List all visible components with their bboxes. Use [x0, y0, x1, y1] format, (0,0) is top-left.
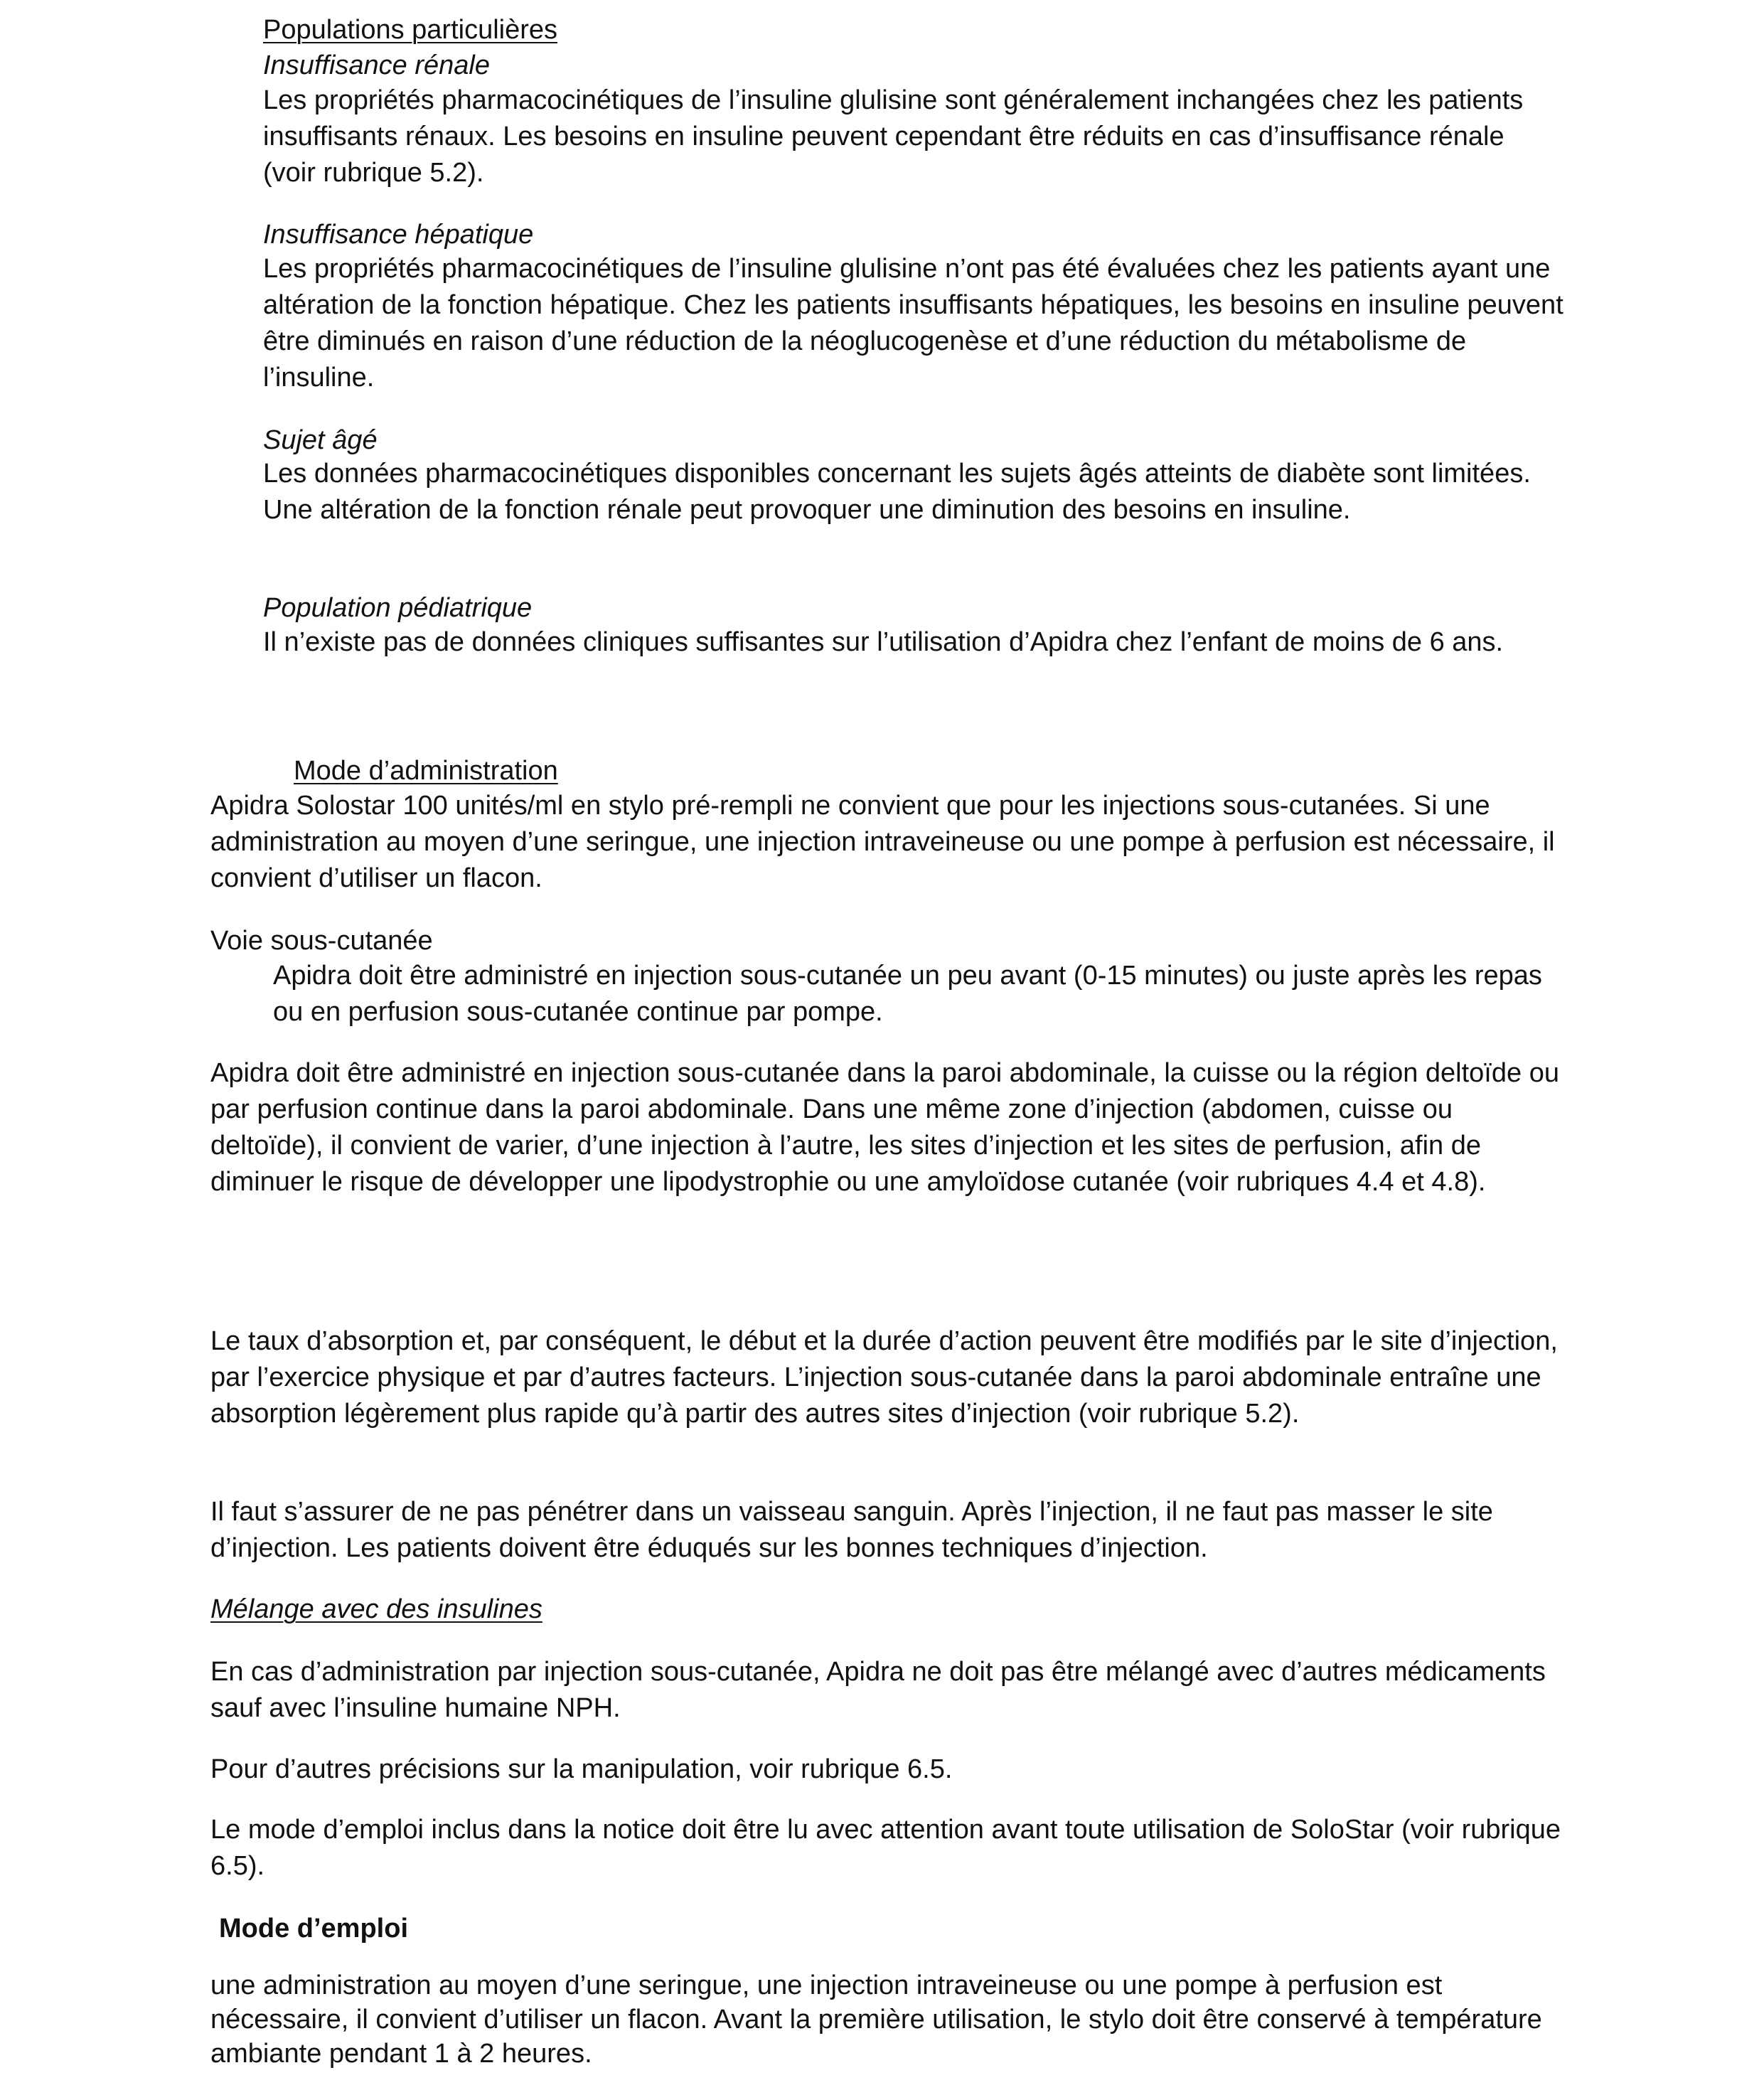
section-heading-mixing: Mélange avec des insulines: [210, 1594, 542, 1624]
paragraph-elderly: Les données pharmacocinétiques disponibles concernant les sujets âgés atteints de diabète sont limitées. Une altération de la fonction rénale peut provoquer une diminution des besoins en insuline.: [263, 459, 1531, 525]
subheading-subcutaneous-route: Voie sous-cutanée: [210, 926, 433, 956]
paragraph-usage: une administration au moyen d’une seringue, une injection intraveineuse ou une pompe à perfusion est nécessaire, il convient d’utiliser un flacon. Avant la première utilisation, le stylo doit être conservé à température ambiante pendant 1 à 2 heures.: [210, 1971, 1542, 2069]
paragraph-hepatic: Les propriétés pharmacocinétiques de l’insuline glulisine n’ont pas été évaluées chez les patients ayant une altération de la fonction hépatique. Chez les patients insuffisants hépatiques, les besoins en insuline peuvent être diminués en raison d’une réduction de la néoglucogenèse et d’une réduction du métabolisme de l’insuline.: [263, 254, 1563, 393]
subheading-hepatic: Insuffisance hépatique: [263, 220, 534, 250]
paragraph-instructions: Le mode d’emploi inclus dans la notice doit être lu avec attention avant toute utilisation de SoloStar (voir rubrique 6.5).: [210, 1815, 1561, 1881]
paragraph-administration-intro: Apidra Solostar 100 unités/ml en stylo pré-rempli ne convient que pour les injections sous-cutanées. Si une administration au moyen d’une seringue, une injection intraveineuse ou une pompe à perfusion est nécessaire, il convient d’utiliser un flacon.: [210, 791, 1555, 893]
paragraph-injection-sites: Apidra doit être administré en injection sous-cutanée dans la paroi abdominale, la cuisse ou la région deltoïde ou par perfusion continue dans la paroi abdominale. Dans une même zone d’injection (abdomen, cuisse ou deltoïde), il convient de varier, d’une injection à l’autre, les sites d’injection et les sites de perfusion, afin de diminuer le risque de développer une lipodystrophie ou une amyloïdose cutanée (voir rubriques 4.4 et 4.8).: [210, 1058, 1559, 1197]
paragraph-handling: Pour d’autres précisions sur la manipulation, voir rubrique 6.5.: [210, 1754, 953, 1784]
subheading-elderly: Sujet âgé: [263, 425, 378, 455]
section-heading-administration: Mode d’administration: [294, 756, 558, 786]
section-heading-usage: Mode d’emploi: [219, 1914, 408, 1943]
subheading-renal: Insuffisance rénale: [263, 50, 490, 80]
subheading-pediatric: Population pédiatrique: [263, 593, 533, 623]
paragraph-subcutaneous-route: Apidra doit être administré en injection sous-cutanée un peu avant (0-15 minutes) ou juste après les repas ou en perfusion sous-cutanée continue par pompe.: [273, 961, 1542, 1027]
paragraph-pediatric: Il n’existe pas de données cliniques suffisantes sur l’utilisation d’Apidra chez l’enfant de moins de 6 ans.: [263, 627, 1504, 657]
paragraph-blood-vessel: Il faut s’assurer de ne pas pénétrer dans un vaisseau sanguin. Après l’injection, il ne faut pas masser le site d’injection. Les patients doivent être éduqués sur les bonnes techniques d’injection.: [210, 1497, 1493, 1563]
paragraph-renal: Les propriétés pharmacocinétiques de l’insuline glulisine sont généralement inchangées chez les patients insuffisants rénaux. Les besoins en insuline peuvent cependant être réduits en cas d’insuffisance rénale (voir rubrique 5.2).: [263, 85, 1524, 188]
paragraph-absorption: Le taux d’absorption et, par conséquent, le début et la durée d’action peuvent être modifiés par le site d’injection, par l’exercice physique et par d’autres facteurs. L’injection sous-cutanée dans la paroi abdominale entraîne une absorption légèrement plus rapide qu’à partir des autres sites d’injection (voir rubrique 5.2).: [210, 1326, 1558, 1429]
paragraph-mixing: En cas d’administration par injection sous-cutanée, Apidra ne doit pas être mélangé avec d’autres médicaments sauf avec l’insuline humaine NPH.: [210, 1657, 1546, 1723]
section-heading-populations: Populations particulières: [263, 15, 558, 45]
